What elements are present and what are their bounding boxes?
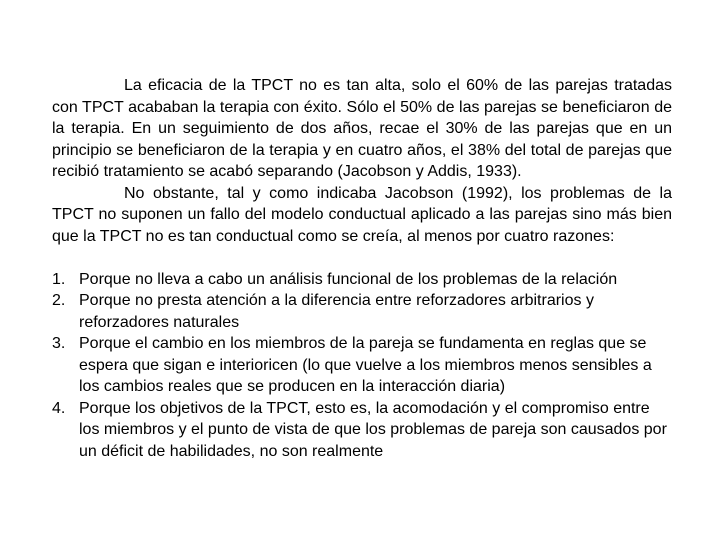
list-item-text: Porque el cambio en los miembros de la pareja se fundamenta en reglas que se espera que sigan e interioricen (lo que vuelve a los miembros menos sensibles a los cambios reales que se producen en la interacción diaria)	[79, 335, 652, 395]
list-item-number: 2.	[52, 292, 66, 309]
list-item-text: Porque no presta atención a la diferencia entre reforzadores arbitrarios y reforzadores naturales	[79, 292, 594, 331]
list-item	[52, 269, 672, 291]
paragraph-spacer	[52, 247, 672, 269]
list-item-text: Porque no lleva a cabo un análisis funcional de los problemas de la relación	[79, 270, 618, 288]
list-item	[52, 333, 672, 398]
document-body	[52, 75, 672, 462]
paragraph-jacobson: No obstante, tal y como indicaba Jacobson (1992), los problemas de la TPCT no suponen un fallo del modelo conductual aplicado a las parejas sino más bien que la TPCT no es tan conductual como se creía, al menos por cuatro razones:	[52, 184, 672, 245]
list-item-number: 1.	[52, 270, 66, 288]
list-item	[52, 290, 672, 333]
paragraph-efficacy: La eficacia de la TPCT no es tan alta, solo el 60% de las parejas tratadas con TPCT acababan la terapia con éxito. Sólo el 50% de las parejas se beneficiaron de la terapia. En un seguimiento de dos años, recae el 30% de las parejas que en un principio se beneficiaron de la terapia y en cuatro años, el 38% del total de parejas que recibió tratamiento se acabó separando (Jacobson y Addis, 1933).	[52, 77, 672, 180]
reasons-list	[52, 269, 672, 463]
list-item-number: 3.	[52, 335, 66, 352]
list-item	[52, 398, 672, 463]
list-item-number: 4.	[52, 399, 66, 417]
list-item-text: Porque los objetivos de la TPCT, esto es, la acomodación y el compromiso entre los miembros y el punto de vista de que los problemas de pareja son causados por un déficit de habilidades, no son realmente	[79, 399, 667, 460]
